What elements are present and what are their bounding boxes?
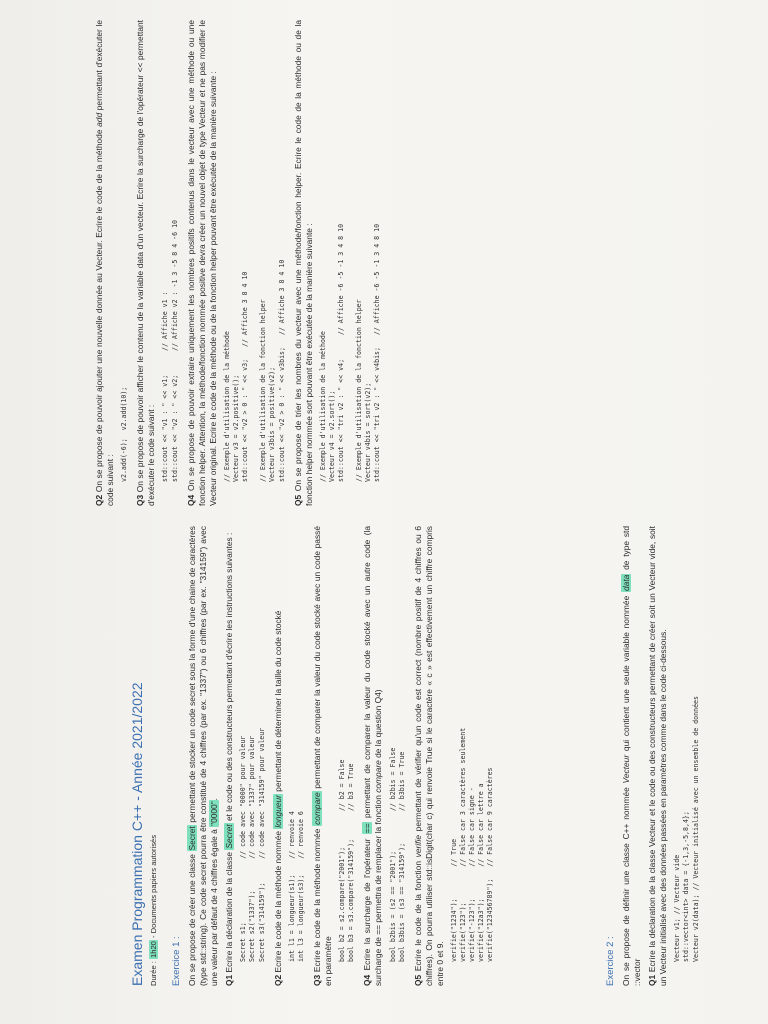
text-fragment: permettant d'exécuter le code suivant :: [94, 20, 116, 506]
text-fragment: On se propose de définir une classe C++ nommée: [620, 783, 631, 986]
highlight-compare: compare: [311, 792, 322, 825]
highlight-secret: Secret: [187, 826, 198, 851]
ex1-q3-code: bool b2 = s2.compare("2001"); // b2 = False bool b3 = s3.compare("314159"); // b3 = True: [338, 759, 356, 962]
text-fragment: On se propose de pouvoir extraire uniquement les nombres positifs contenus dans le vecteur avec une méthode ou une fonction helper. Attention, la méthode/fonction nommée positive devra créer un nouvel objet de type Vecteur et ne pas modifier le Vecteur original. Ecrire le code de la méthode ou de la fonction helper pouvant être exécutée de la manière suivante :: [185, 20, 218, 506]
text-fragment: et le code ou des constructeurs permettant d'écrire les instructions suivantes :: [224, 532, 235, 824]
question-number: Q4: [185, 494, 196, 506]
highlight-default-code: "0000": [209, 801, 220, 826]
ex2-question-5: [293, 20, 315, 506]
text-fragment: verifie: [412, 835, 423, 858]
exam-subtitle: [149, 526, 159, 986]
exam-title: Examen Programmation C++ - Année 2021/2022: [129, 682, 145, 986]
subtitle-prefix: Durée :: [149, 958, 159, 986]
exercise-2-intro: [621, 526, 643, 986]
text-fragment: Ecrire le code de la fonction: [412, 857, 423, 975]
text-fragment: permettant de stocker un code secret sous la forme d'une chaine de caractères (type std::string). Ce code secret pourra être constitué de 4 chiffres (par ex. "1337") ou 6 chiffres (par ex. "314159") avec une valeur par défaut de 4 chiffres égale à: [187, 526, 220, 986]
ex2-q1-code: Vecteur v1; // Vecteur vide std::vector<int> data = {-1,3,-5,8,4}; Vecteur v2(data); // Vecteur initialisé avec un ensemble de données: [673, 696, 700, 962]
question-number: Q5: [292, 494, 303, 506]
ex1-q1-code: Secret s1; // code avec "0000" pour valeur Secret s2("1337"); // code avec "1337" pour valeur Secret s3("314159"); // code avec "314159" pour valeur: [239, 727, 266, 962]
text-fragment: Ecrire le code de la méthode nommée: [272, 828, 283, 975]
text-fragment: On se propose de trier les nombres du vecteur avec une méthode/fonction helper. Ecrire le code de la méthode ou de la fonction helper nommée sort pouvant être exécutée de la manière suivante :: [292, 20, 314, 506]
exercise-1-title: Exercice 1 :: [171, 936, 183, 986]
ex1-q4-code: bool b2bis = (s2 == "2001"); // b2bis = False bool b3bis = (s3 == "314159"); // b3bis = True: [388, 747, 406, 962]
text-fragment: Vecteur: [620, 754, 631, 784]
question-number: Q2: [94, 494, 104, 506]
text-fragment: Ecrire la déclaration de la classe: [224, 849, 235, 975]
ex2-question-2: [94, 20, 116, 506]
text-fragment: permettant de vérifier qu'un code est correct (nombre positif de 4 chiffres ou 6 chiffres). On pourra utiliser std::isDigit(char c) qui renvoie True si le caractère « c » est effectivement un chiffre compris entre 0 et 9.: [412, 526, 445, 986]
text-fragment: Ecrire la surcharge de l'opérateur: [362, 834, 373, 975]
ex2-question-4: [186, 20, 219, 506]
question-number: Q5: [412, 974, 423, 986]
question-number: Q2: [272, 974, 283, 986]
text-fragment: de type std ::vector: [620, 526, 643, 986]
text-fragment: Ecrire la déclaration de la classe Vecteur et le code ou des constructeurs permettant de créer soit un Vecteur vide, soit un Vecteur initialisé avec des données passées en paramètres comme dans le code ci-dessous.: [647, 526, 669, 986]
ex2-q3-code: std::cout << "v1 : " << v1; // Affiche v1 : std::cout << "v2 : " << v2; // Affiche v2 : -1 3 -5 8 4 -6 10: [161, 219, 179, 482]
question-number: Q1: [224, 974, 235, 986]
highlight-operator: ==: [362, 823, 373, 834]
ex2-q5-code: // Exemple d'utilisation de la méthode Vecteur v4 = v2.sort(); std::cout << "tri v2 : " << v4; // Affiche -6 -5 -1 3 4 8 10 // Exemple d'utilisation de la fonction helper Vecteur v4bis = sort(v2); std::cout << "tri v2 : " << v4bis; // Affiche -6 -5 -1 3 4 8 10: [318, 223, 382, 482]
ex1-question-5: [413, 526, 446, 986]
subtitle-suffix: - Documents papiers autorisés: [149, 834, 159, 941]
ex1-question-4: [362, 526, 384, 986]
text-fragment: Ecrire le code de la méthode nommée: [311, 825, 322, 975]
text-fragment: On se propose de créer une classe: [187, 851, 198, 986]
ex2-question-3: [135, 20, 157, 506]
question-number: Q1: [647, 974, 658, 986]
text-fragment: permettant de déterminer la taille du code stocké: [272, 610, 283, 795]
ex2-q4-code: // Exemple d'utilisation de la méthode Vecteur v3 = v2.positive(); std::cout << "v2 > 0 : " << v3; // Affiche 3 8 4 10 // Exemple d'utilisation de la fonction helper Vecteur v3bis = positive(v2); std::cout << "v2 > 0 : " << v3bis; // Affiche 3 8 4 10: [222, 259, 286, 482]
question-number: Q3: [311, 974, 322, 986]
text-fragment: On se propose de pouvoir afficher le contenu de la variable data d'un vecteur. Ecrire la surcharge de l'opérateur << permettant d'exécuter le code suivant :: [135, 20, 157, 506]
ex1-question-1: [224, 526, 235, 986]
ex1-q2-code: int l1 = longueur(s1); // renvoie 4 int l3 = longueur(s3); // renvoie 6: [287, 811, 305, 962]
text-fragment: compare: [373, 760, 384, 793]
ex1-q5-code: verifie("1234"); // True verifie("123"); // False car 3 caractères seulement verifie("-123"); // False car signe - verifie("12a3"); // False car lettre a verifie("123456789"); // False car 9 caractères: [449, 727, 495, 962]
text-fragment: add: [94, 112, 104, 127]
left-column: [0, 512, 768, 1024]
ex2-question-1: [647, 526, 669, 986]
text-fragment: .: [209, 798, 220, 801]
ex1-question-3: [312, 526, 334, 986]
highlight-longueur: longueur: [272, 795, 283, 828]
question-number: Q3: [135, 494, 146, 506]
text-fragment: permettant de comparer la valeur du code stocké avec un autre code (la surcharge de == permettra de remplacer la fonction: [362, 525, 384, 986]
ex1-question-2: [273, 526, 284, 986]
text-fragment: On se propose de pouvoir ajouter une nouvelle donnée au Vecteur. Ecrire le code de la méthode: [94, 126, 104, 495]
exercise-1-intro: [187, 526, 220, 986]
question-number: Q4: [362, 974, 373, 986]
text-fragment: qui contient une seule variable nommée: [620, 591, 631, 755]
highlight-secret: Secret: [224, 824, 235, 849]
highlight-data: data: [620, 574, 631, 591]
ex2-q2-code: v2.add(-6); v2.add(10);: [120, 386, 129, 482]
spacer: [501, 526, 605, 986]
duration-highlight: 1h20: [149, 941, 159, 958]
text-fragment: de la question Q4): [373, 689, 384, 761]
text-fragment: permettant de comparer la valeur du code stocké avec un code passé en paramètre: [311, 526, 334, 986]
exercise-2-title: Exercice 2 :: [605, 936, 617, 986]
